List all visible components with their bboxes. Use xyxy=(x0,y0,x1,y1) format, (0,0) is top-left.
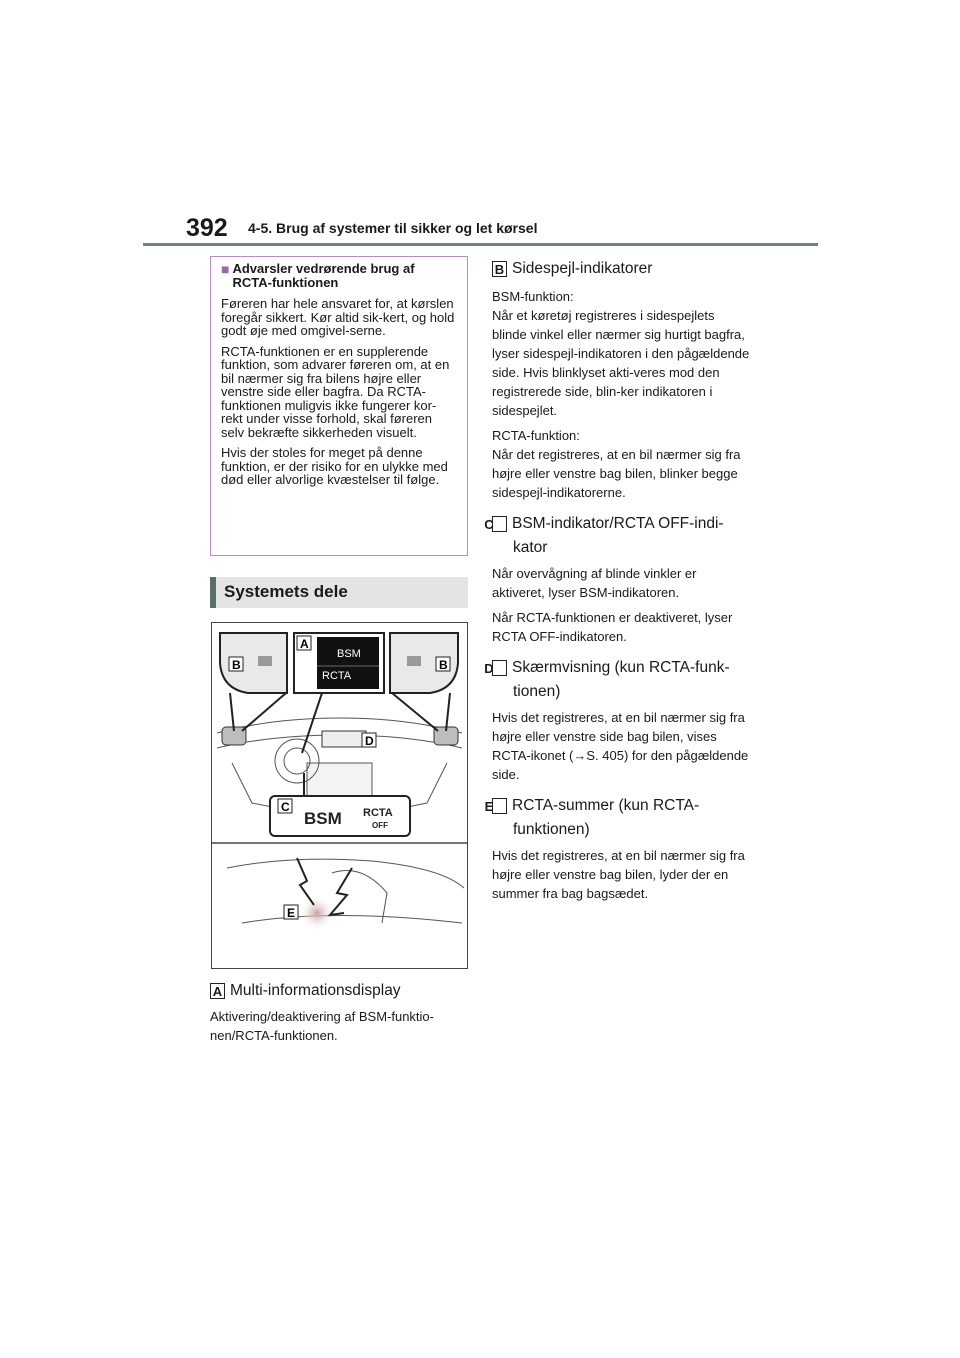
label-b-right xyxy=(436,657,450,672)
running-header: 4-5. Brug af systemer til sikker og let kørsel xyxy=(248,220,538,236)
left-mirror-callout xyxy=(220,633,287,731)
item-b-body1-head: BSM-funktion: xyxy=(492,289,574,304)
header-rule xyxy=(143,243,818,246)
item-c-body2: Når RCTA-funktionen er deaktiveret, lyser RCTA OFF-indikatoren. xyxy=(492,610,733,644)
buzzer-glow xyxy=(299,895,335,931)
display-rcta-text: RCTA xyxy=(322,670,352,682)
item-a-title xyxy=(210,979,472,1003)
warning-paragraph: Føreren har hele ansvaret for, at kørslen foregår sikkert. Kør altid sik-kert, og hold godt øje med omgivel-serne. xyxy=(221,296,455,338)
indicator-rcta-text: RCTA xyxy=(363,807,393,819)
square-bullet-icon: ■ xyxy=(221,261,230,277)
warning-heading-text: Advarsler vedrørende brug af RCTA-funktionen xyxy=(232,261,415,290)
label-a xyxy=(297,636,311,651)
svg-text:E: E xyxy=(287,906,296,920)
item-e xyxy=(484,794,752,903)
system-components-figure xyxy=(211,622,468,969)
warning-heading xyxy=(221,262,457,290)
item-c-body1: Når overvågning af blinde vinkler er aktiveret, lyser BSM-indikatoren. xyxy=(492,566,697,600)
item-b-title-text: Sidespejl-indikatorer xyxy=(512,260,653,277)
item-c-title xyxy=(484,512,752,560)
right-mirror-callout xyxy=(390,633,458,731)
right-column xyxy=(484,257,752,910)
item-d-title-text: Skærmvisning (kun RCTA-funk-tionen) xyxy=(512,659,730,700)
item-b xyxy=(492,257,752,502)
page-reference-link[interactable]: S. 405) for den pågældende side. xyxy=(492,748,749,782)
item-b-body1: Når et køretøj registreres i sidespejlets blinde vinkel eller nærmer sig hurtigt bagfra, lyser sidespejl-indikatoren i den pågældende side. Hvis blinklyset akti-veres mod den registrerede side, blin-ker indikatoren i sidespejlet. xyxy=(492,308,750,418)
item-a xyxy=(210,979,472,1045)
item-b-body2: Når det registreres, at en bil nærmer sig fra højre eller venstre bag bilen, blinker begge sidespejl-indikatorerne. xyxy=(492,447,741,500)
item-a-body: Aktivering/deaktivering af BSM-funktio-nen/RCTA-funktionen. xyxy=(210,1009,434,1043)
item-e-title-text: RCTA-summer (kun RCTA-funktionen) xyxy=(512,797,700,838)
indicator-bsm-text: BSM xyxy=(304,809,342,828)
item-d-body xyxy=(492,708,752,784)
svg-text:D: D xyxy=(365,734,374,748)
page-number: 392 xyxy=(186,214,228,242)
label-a-box: A xyxy=(210,983,225,999)
dashboard-illustration xyxy=(212,623,467,968)
item-c-title-text: BSM-indikator/RCTA OFF-indi-kator xyxy=(512,515,724,556)
warning-paragraph: RCTA-funktionen er en supplerende funktion, som advarer føreren om, at en bil nærmer sig fra bilens højre eller venstre side eller bagfra. Da RCTA-funktionen muligvis ikke fungerer kor-rekt under visse forhold, skal føreren selv bekræfte sikkerheden visuelt. xyxy=(221,343,450,440)
svg-text:A: A xyxy=(300,637,309,651)
item-a-title-text: Multi-informationsdisplay xyxy=(230,982,401,999)
label-b-box: B xyxy=(492,261,507,277)
item-e-body: Hvis det registreres, at en bil nærmer sig fra højre eller venstre bag bilen, lyder der en summer fra bag bagsædet. xyxy=(492,848,745,901)
item-b-title xyxy=(492,257,752,281)
item-d-body-text: Hvis det registreres, at en bil nærmer sig fra højre eller venstre side bag bilen, vises RCTA-ikonet ( xyxy=(492,710,745,763)
item-c xyxy=(484,512,752,646)
item-d-title xyxy=(484,656,752,704)
item-e-title xyxy=(484,794,752,842)
warning-paragraph: Hvis der stoles for meget på denne funktion, er der risiko for en ulykke med død eller alvorlige kvæstelser til følge. xyxy=(221,445,448,487)
svg-text:C: C xyxy=(281,800,290,814)
display-bsm-text: BSM xyxy=(337,648,361,660)
label-d-box: D xyxy=(492,660,507,676)
svg-text:B: B xyxy=(232,658,241,672)
indicator-off-text: OFF xyxy=(372,821,388,830)
label-e xyxy=(284,905,298,920)
item-b-body2-head: RCTA-funktion: xyxy=(492,428,580,443)
label-b-left xyxy=(229,657,243,672)
svg-text:B: B xyxy=(439,658,448,672)
section-heading: Systemets dele xyxy=(210,577,468,608)
item-d xyxy=(484,656,752,784)
warning-box xyxy=(210,256,468,556)
label-d xyxy=(322,731,376,748)
label-c-box: C xyxy=(492,516,507,532)
label-e-box: E xyxy=(492,798,507,814)
arrow-right-icon: → xyxy=(573,748,587,763)
